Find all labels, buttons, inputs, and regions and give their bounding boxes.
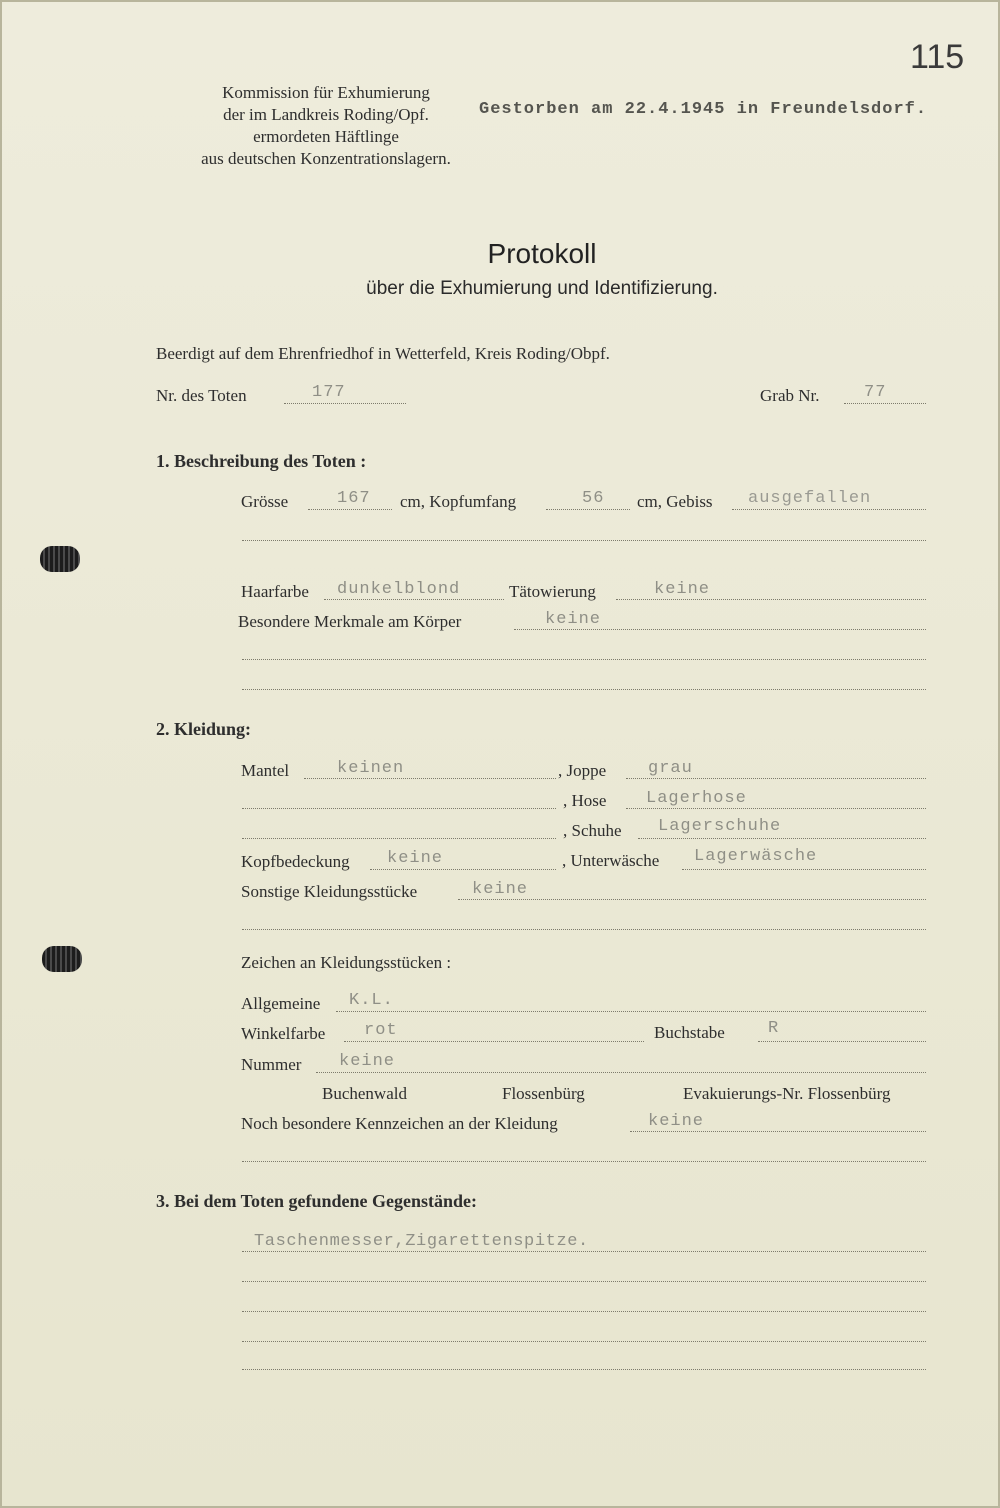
grab-label: Grab Nr.	[760, 386, 820, 405]
sonstige-line	[458, 899, 926, 900]
blank-line	[242, 659, 926, 660]
blank-line	[242, 540, 926, 541]
blank-line	[242, 1281, 926, 1282]
haarfarbe-label: Haarfarbe	[241, 582, 309, 601]
kopfumfang-label: cm, Kopfumfang	[400, 492, 517, 511]
camp-evakuierung: Evakuierungs-Nr. Flossenbürg	[683, 1084, 891, 1103]
schuhe-value: Lagerschuhe	[658, 817, 782, 836]
gebiss-value: ausgefallen	[748, 489, 872, 508]
groesse-label: Grösse	[241, 492, 289, 511]
zeichen-label: Zeichen an Kleidungsstücken :	[241, 953, 452, 972]
binder-hole	[42, 946, 82, 972]
noch-label: Noch besondere Kennzeichen an der Kleidung	[241, 1114, 558, 1133]
nummer-line	[316, 1072, 926, 1073]
groesse-line	[308, 509, 392, 510]
unterwaesche-value: Lagerwäsche	[694, 847, 818, 866]
groesse-value: 167	[337, 489, 371, 508]
gebiss-label: cm, Gebiss	[637, 492, 713, 511]
noch-line	[630, 1131, 926, 1132]
nummer-label: Nummer	[241, 1055, 302, 1074]
commission-line: Kommission für Exhumierung	[222, 83, 430, 102]
hose-line	[626, 808, 926, 809]
page-title: Protokoll	[487, 238, 597, 269]
unterwaesche-label: , Unterwäsche	[562, 851, 660, 870]
kopfumfang-line	[546, 509, 630, 510]
commission-header	[176, 82, 476, 170]
commission-line: der im Landkreis Roding/Opf.	[223, 105, 429, 124]
blank-line	[242, 1161, 926, 1162]
gebiss-line	[732, 509, 926, 510]
allgemeine-label: Allgemeine	[241, 994, 321, 1013]
schuhe-label: , Schuhe	[563, 821, 622, 840]
blank-line	[242, 929, 926, 930]
kopfbedeckung-label: Kopfbedeckung	[241, 852, 350, 871]
hose-label: , Hose	[563, 791, 607, 810]
joppe-line	[626, 778, 926, 779]
grab-line	[844, 403, 926, 404]
buchstabe-line	[758, 1041, 926, 1042]
items-line	[242, 1251, 926, 1252]
mantel-label: Mantel	[241, 761, 290, 780]
kopfumfang-value: 56	[582, 489, 605, 508]
nr-line	[284, 403, 406, 404]
death-note: Gestorben am 22.4.1945 in Freundelsdorf.	[479, 100, 928, 119]
commission-line: aus deutschen Konzentrationslagern.	[201, 149, 451, 168]
winkelfarbe-value: rot	[364, 1021, 398, 1040]
nr-label: Nr. des Toten	[156, 386, 247, 405]
page-number: 115	[910, 38, 965, 76]
camp-flossenbuerg: Flossenbürg	[502, 1084, 585, 1103]
blank-line	[242, 1369, 926, 1370]
burial-line: Beerdigt auf dem Ehrenfriedhof in Wetterfeld, Kreis Roding/Obpf.	[156, 344, 610, 363]
haarfarbe-value: dunkelblond	[337, 580, 461, 599]
winkelfarbe-label: Winkelfarbe	[241, 1024, 326, 1043]
unterwaesche-line	[682, 869, 926, 870]
items-value: Taschenmesser,Zigarettenspitze.	[254, 1232, 589, 1251]
merkmale-line	[514, 629, 926, 630]
page-subtitle: über die Exhumierung und Identifizierung.	[366, 278, 718, 299]
mantel-line	[304, 778, 556, 779]
taetowierung-label: Tätowierung	[509, 582, 596, 601]
winkelfarbe-line	[344, 1041, 644, 1042]
section2-heading: 2. Kleidung:	[156, 719, 252, 739]
blank-line	[242, 1341, 926, 1342]
kopfbedeckung-value: keine	[387, 849, 444, 868]
taetowierung-line	[616, 599, 926, 600]
nr-value: 177	[312, 383, 346, 402]
joppe-label: , Joppe	[558, 761, 607, 780]
allgemeine-value: K.L.	[349, 991, 394, 1010]
section3-heading: 3. Bei dem Toten gefundene Gegenstände:	[156, 1191, 478, 1211]
merkmale-value: keine	[545, 610, 602, 629]
kopfbedeckung-line	[370, 869, 556, 870]
camp-buchenwald: Buchenwald	[322, 1084, 407, 1103]
buchstabe-value: R	[768, 1019, 780, 1038]
hose-value: Lagerhose	[646, 789, 747, 808]
allgemeine-line	[336, 1011, 926, 1012]
blank-line	[242, 808, 556, 809]
section1-heading: 1. Beschreibung des Toten :	[156, 451, 367, 471]
mantel-value: keinen	[337, 759, 405, 778]
blank-line	[242, 838, 556, 839]
schuhe-line	[638, 838, 926, 839]
commission-line: ermordeten Häftlinge	[253, 127, 399, 146]
taetowierung-value: keine	[654, 580, 711, 599]
sonstige-value: keine	[472, 880, 529, 899]
merkmale-label: Besondere Merkmale am Körper	[238, 612, 462, 631]
binder-hole	[40, 546, 80, 572]
blank-line	[242, 689, 926, 690]
joppe-value: grau	[648, 759, 693, 778]
grab-value: 77	[864, 383, 887, 402]
blank-line	[242, 1311, 926, 1312]
noch-value: keine	[648, 1112, 705, 1131]
sonstige-label: Sonstige Kleidungsstücke	[241, 882, 418, 901]
haarfarbe-line	[324, 599, 504, 600]
buchstabe-label: Buchstabe	[654, 1023, 725, 1042]
nummer-value: keine	[339, 1052, 396, 1071]
